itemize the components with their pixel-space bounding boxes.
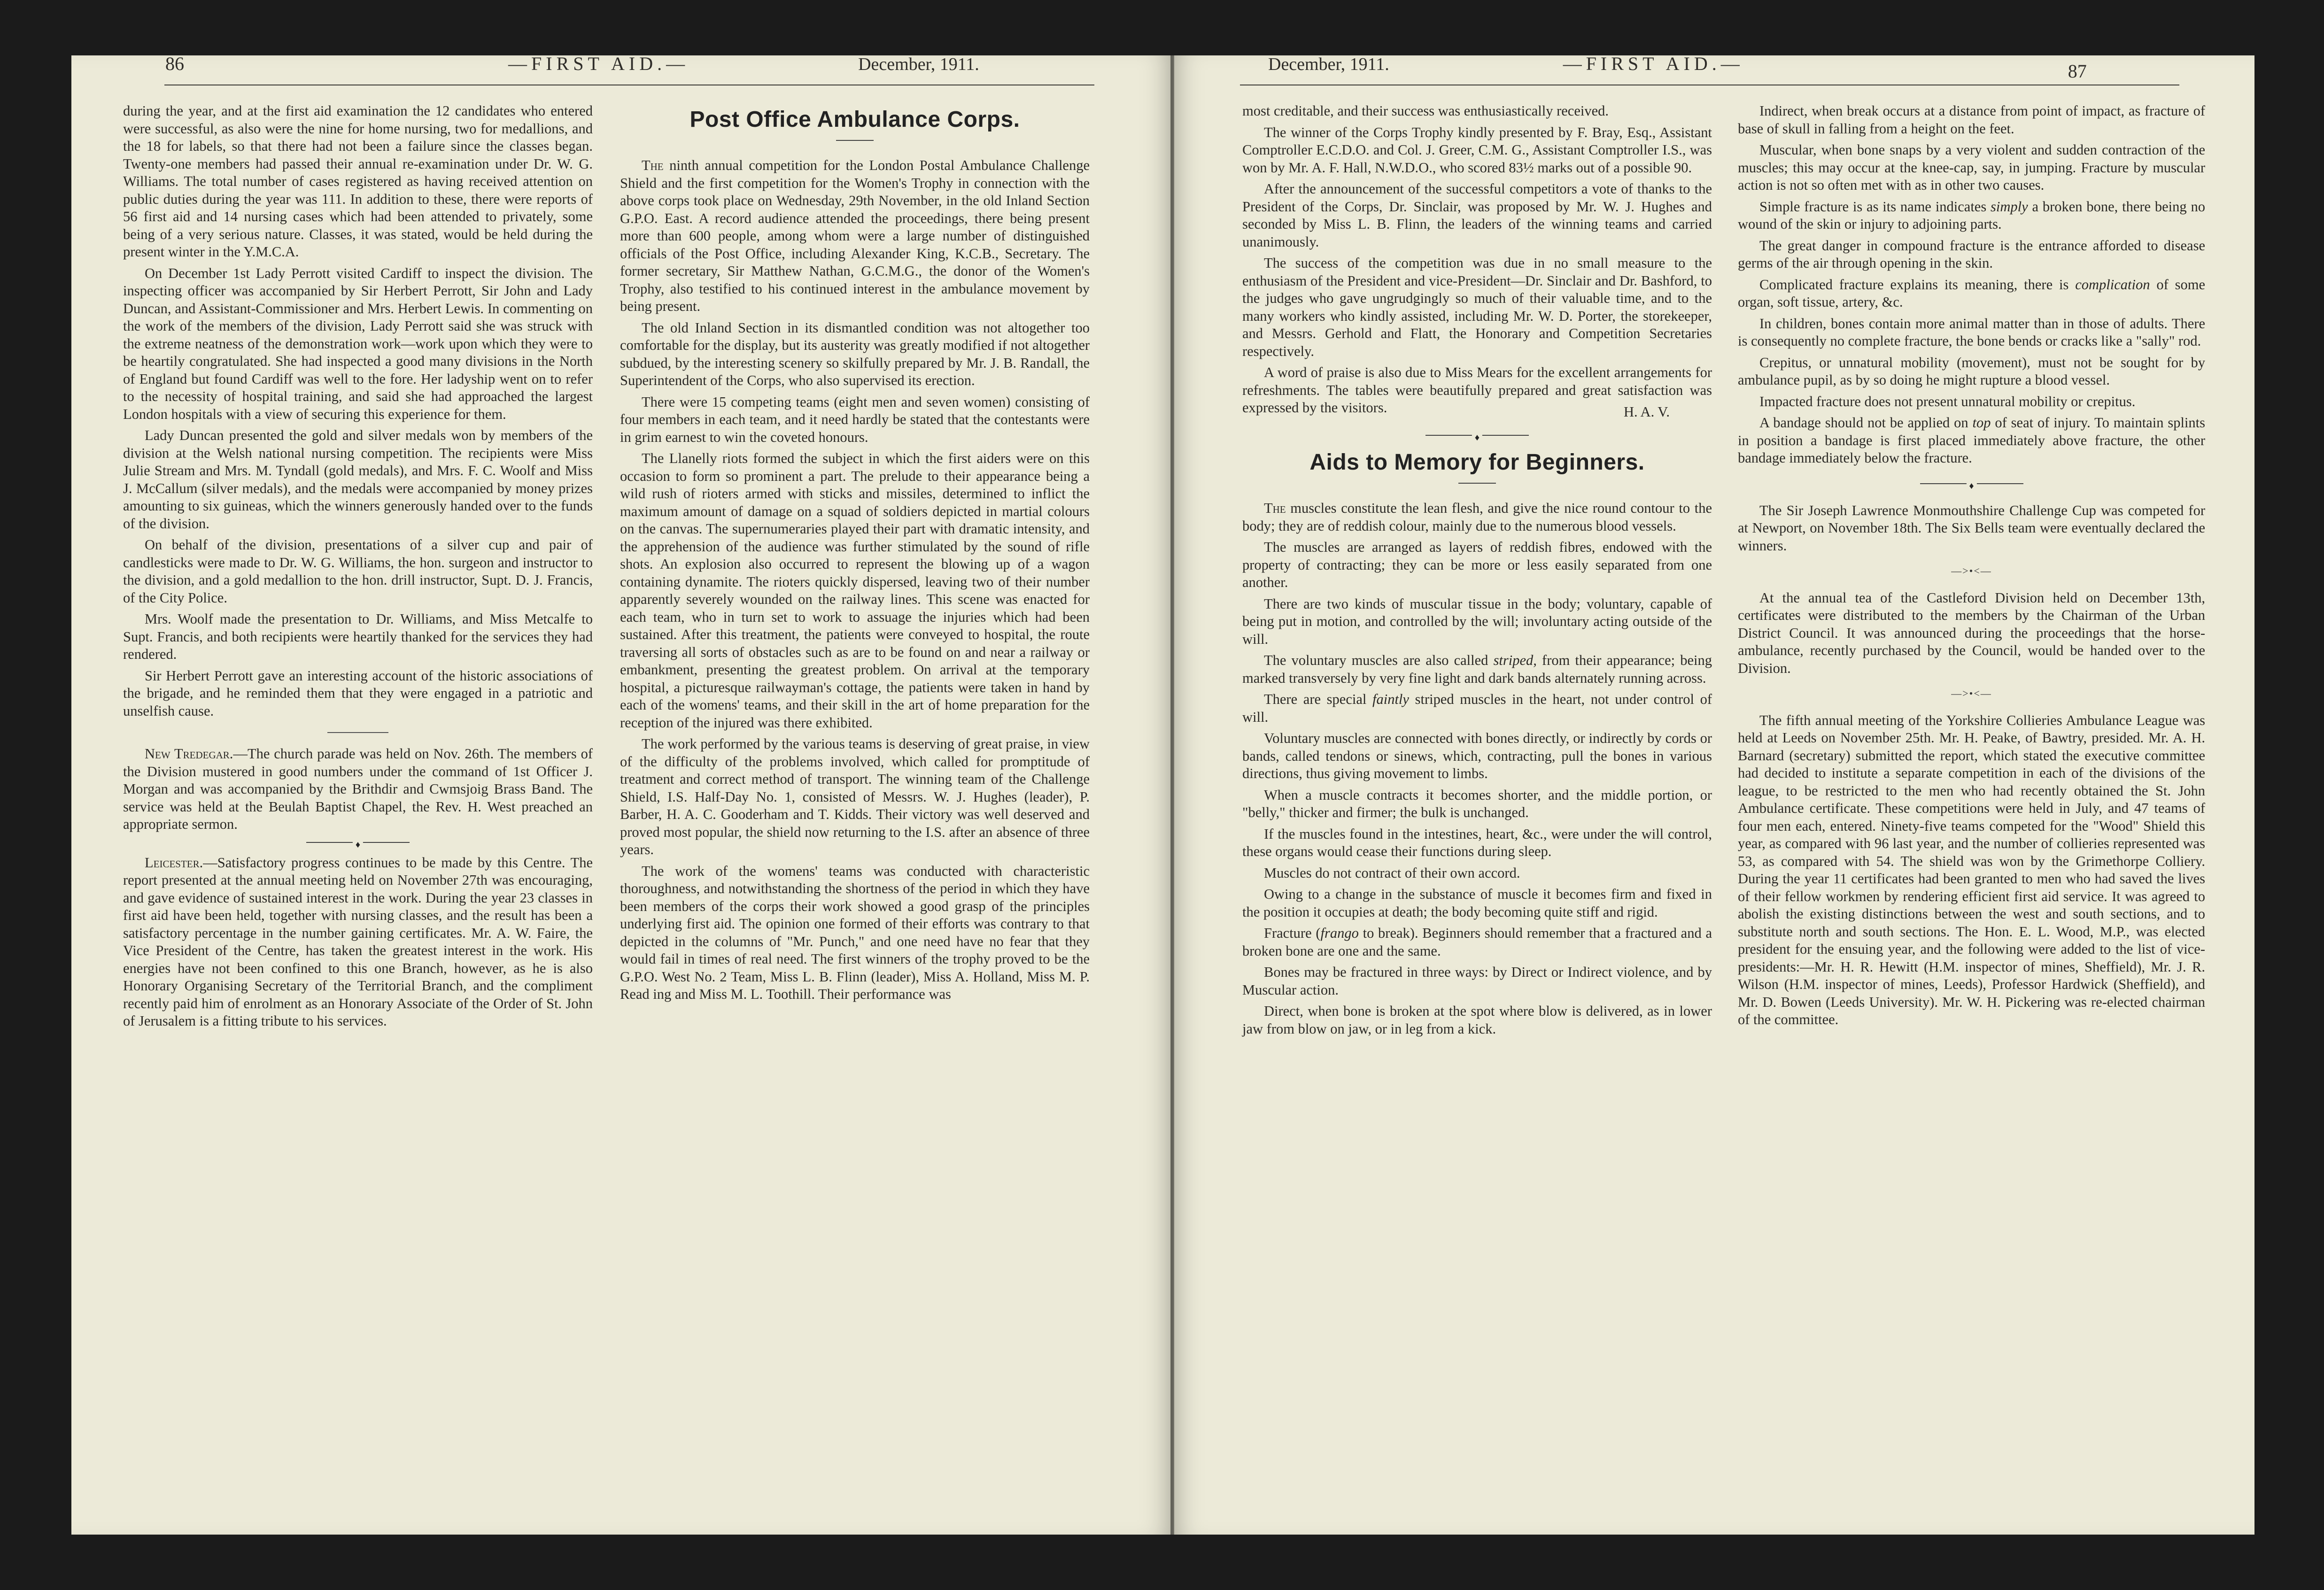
right-column-1 [1242,102,1712,1042]
paragraph: The work of the womens' teams was conducted with characteristic thoroughness, and notwithstanding the shortness of the period in which they have been members of the corps their work showed a good grasp of the principles underlying first aid. The opinion one formed of their efforts was contrary to that depicted in the columns of "Mr. Punch," and one need have no fear that they would fail in times of real need. The first winners of the trophy proved to be the G.P.O. West No. 2 Team, Miss L. B. Flinn (leader), Miss A. Holland, Miss M. P. Read ing and Miss M. L. Toothill. Their performance was [620,863,1090,1002]
ornament-divider: —>•<— [1951,687,1992,699]
text-run: There are special [1264,691,1373,707]
italic-term: complication [2075,276,2150,293]
paragraph: There were 15 competing teams (eight men and seven women) consisting of four members in each team, and it need hardly be stated that the contestants were in grim earnest to win the coveted honours. [620,394,1090,445]
place-lead: Leicester. [145,854,203,871]
text-run: The voluntary muscles are also called [1264,652,1494,668]
paragraph: When a muscle contracts it becomes shorter, and the middle portion, or "belly," thicker and firmer; the bulk is unchanged. [1242,787,1712,820]
italic-term: frango [1320,925,1359,941]
paragraph: Mrs. Woolf made the presentation to Dr. Williams, and Miss Metcalfe to Supt. Francis, and both recipients were heartily thanked for the services they had rendered. [123,611,593,662]
text-run: of seat of injury. To maintain splints in position a bandage is first placed immediately above fracture, the other bandage immediately below the fracture. [1738,415,2205,466]
paragraph: On behalf of the division, presentations of a silver cup and pair of candlesticks were made to Dr. W. G. Williams, the hon. surgeon and instructor to the division, and a gold medallion to the hon. drill instructor, Supt. D. J. Francis, of the City Police. [123,537,593,606]
paragraph: At the annual tea of the Castleford Division held on December 13th, certificates were distributed to the members by the Chairman of the Urban District Council. It was announced during the proceedings that the horse-ambulance, recently purchased by the Council, would be handed over to the Division. [1738,589,2205,676]
paragraph: Direct, when bone is broken at the spot where blow is delivered, as in lower jaw from blow on jaw, or in leg from a kick. [1242,1003,1712,1037]
left-column-2 [620,102,1090,1007]
paragraph: Muscular, when bone snaps by a very violent and sudden contraction of the muscles; this may occur at the knee-cap, say, in jumping. Fracture by muscular action is not so often met with as in other two causes. [1738,142,2205,193]
paragraph: during the year, and at the first aid examination the 12 candidates who entered were successful, as also were the nine for home nursing, two for medallions, and the 18 for labels, so that there had not been a failure since the classes began. Twenty-one members had passed their annual re-examination under Dr. W. G. Williams. The total number of cases registered as having received attention on public duties during the year was 111. In addition to these, there were reports of 56 first aid and 14 nursing cases which had been attended to privately, some being of a very serious nature. Classes, it was stated, would be held during the present winter in the Y.M.C.A. [123,103,593,260]
right-date: December, 1911. [1268,54,1389,74]
text-run: striped muscles in the heart, not under control of will. [1242,691,1712,725]
paragraph-text: ninth annual competition for the London Postal Ambulance Challenge Shield and the first competition for the Women's Trophy in connection with the above corps took place on Wednesday, 29th November, in the old Inland Section G.P.O. East. A record audience attended the proceedings, there being present more than 600 people, among whom were a large number of distinguished officials of the Post Office, including Alexander King, K.C.B., Secretary. The former secretary, Sir Matthew Nathan, G.C.M.G., the donor of the Women's Trophy, also testified to his continued interest in the ambulance movement by being present. [620,157,1090,314]
paragraph-text: muscles constitute the lean flesh, and give the nice round contour to the body; they are of reddish colour, mainly due to the numerous blood vessels. [1242,500,1712,534]
paragraph [620,157,1090,316]
paragraph: Sir Herbert Perrott gave an interesting account of the historic associations of the brigade, and he reminded them that they were engaged in a patriotic and unselfish cause. [123,667,593,719]
paragraph: Owing to a change in the substance of muscle it becomes firm and fixed in the position it occupies at death; the body becoming quite stiff and rigid. [1242,886,1712,920]
text-run: Simple fracture is as its name indicates [1759,198,1991,215]
text-run: of some organ, soft tissue, artery, &c. [1738,276,2205,310]
lead-word: The [642,157,664,173]
text-run: to break). Beginners should remember that a fractured and a broken bone are one and the same. [1242,925,1712,959]
paragraph-text: —Satisfactory progress continues to be made by this Centre. The report presented at the annual meeting held on November 27th was encouraging, and gave evidence of sustained interest in the work. During the year 23 classes in first aid have been held, together with nursing classes, and the result has been a satisfactory percentage in the number gaining certificates. Mr. A. W. Faire, the Vice President of the Centre, has taken the greatest interest in the work. His energies have not been confined to this one Branch, however, as he is also Honorary Organising Secretary of the Territorial Branch, and the compliment recently paid him of enrolment as an Honorary Associate of the Order of St. John of Jerusalem is a fitting tribute to his services. [123,854,593,1029]
paragraph: Crepitus, or unnatural mobility (movement), must not be sought for by ambulance pupil, as by so doing he might rupture a blood vessel. [1738,354,2205,388]
paragraph [1242,652,1712,687]
text-run: Complicated fracture explains its meaning, there is [1759,276,2076,293]
left-publication-title: —FIRST AID.— [508,53,689,74]
text-run: A bandage should not be applied on [1759,415,1973,431]
text-run: from their appearance; being marked transversely by very fine light and dark bands alternately running across. [1242,652,1712,686]
paragraph [1738,276,2205,311]
paragraph: If the muscles found in the intestines, heart, &c., were under the will control, these organs would cease their functions during sleep. [1242,826,1712,859]
paragraph: The work performed by the various teams is deserving of great praise, in view of the difficulty of the problems involved, which called for promptitude of treatment and correct method of transport. The winning team of the Challenge Shield, I.S. Half-Day No. 1, consisted of Messrs. W. J. Hughes (leader), P. Barber, H. A. C. Gooderham and T. Kidds. Their victory was well deserved and proved most popular, the shield now returning to the I.S. after an absence of three years. [620,736,1090,857]
ornament-divider [1425,435,1529,436]
paragraph: The Llanelly riots formed the subject in which the first aiders were on this occasion to form so prominent a part. The prelude to their appearance being a wild rush of rioters armed with sticks and missiles, determined to inflict the maximum amount of damage on a squad of soldiers depicted in martial colours on the canvas. The supernumeraries played their part with dramatic intensity, and the apprehension of the audience was further stimulated by the sound of rifle shots. An explosion also occurred to represent the blowing up of a wagon containing dynamite. The rioters quickly dispersed, leaving two of their number apparently severely wounded on the railway lines. This scene was enacted for each team, who in turn set to work to assuage the injuries which had been sustained. After this treatment, the patients were conveyed to hospital, the route traversing all sorts of obstacles such as are to be found on and near a railway or embankment, presenting the greatest problem. On arrival at the temporary hospital, a picturesque railwayman's cottage, the patients were taken in hand by each of the womens' teams, and their skill in the art of home preparation for the reception of the injured was there exhibited. [620,450,1090,731]
paragraph: The fifth annual meeting of the Yorkshire Collieries Ambulance League was held at Leeds on November 25th. Mr. H. Peake, of Bawtry, presided. Mr. A. H. Barnard (secretary) submitted the report, which stated the executive committee had decided to institute a separate competition in each of the divisions of the league, to be restricted to the men who had recently obtained the St. John Ambulance certificate. These competitions were held in July, and 47 teams of four men each, entered. Ninety-five teams competed for the "Wood" Shield this year, as compared with 96 last year, and the number of collieries represented was 53, as compared with 54. The shield was won by the Grimethorpe Colliery. During the year 11 certificates had been granted to men who had saved the lives of their fellow workmen by rendering efficient first aid service. It was agreed to abolish the existing distinctions between the west and south sections, and to substitute north and south sections. The Hon. E. L. Wood, M.P., was elected president for the ensuing year, and the following were added to the list of vice-presidents:—Mr. H. R. Hewitt (H.M. inspector of mines, Sheffield), Mr. J. R. Wilson (H.M. inspector of mines, Leeds), Professor Hardwick (Sheffield), and Mr. D. Bowen (Leeds University). Mr. W. H. Pickering was re-elected chairman of the committee. [1738,712,2205,1027]
paragraph: After the announcement of the successful competitors a vote of thanks to the President of the Corps, Dr. Sinclair, was proposed by Mr. W. J. Hughes and seconded by Miss L. B. Flinn, the leaders of the winning teams and carried unanimously. [1242,181,1712,250]
paragraph: Lady Duncan presented the gold and silver medals won by members of the division at the Welsh national nursing competition. The recipients were Miss Julie Stream and Mrs. M. Tyndall (gold medals), and Mrs. F. C. Woolf and Miss J. McCallum (silver medals), and the medals were accompanied by money prizes amounting to six guineas, which the winners generously handed over to the funds of the division. [123,427,593,532]
italic-term: striped, [1493,652,1537,668]
paragraph: On December 1st Lady Perrott visited Cardiff to inspect the division. The inspecting officer was accompanied by Sir Herbert Perrott, Sir John and Lady Duncan, and Assistant-Commissioner and Mrs. Herbert Lewis. In commenting on the work of the members of the division, Lady Perrott said she was struck with the extreme neatness of the demonstration work—work upon which they were to be heartily congratulated. She had inspected a good many divisions in the North of England but found Cardiff was well to the fore. Her ladyship went on to refer to the necessity of hospital training, and said she had approached the largest London hospitals with a view of securing this experience for them. [123,265,593,422]
text-run: a broken bone, there being no wound of the skin or injury to adjoining parts. [1738,198,2205,232]
right-publication-title: —FIRST AID.— [1563,53,1744,74]
paragraph: The winner of the Corps Trophy kindly presented by F. Bray, Esq., Assistant Comptroller E.C.D.O. and Col. J. Greer, C.M. G., Assistant Comptroller I.S., was won by Mr. A. F. Hall, N.W.D.O., who scored 83½ marks out of a possible 90. [1242,124,1712,176]
right-column-2 [1738,102,2205,1033]
paragraph: The muscles are arranged as layers of reddish fibres, endowed with the property of contracting; they can be more or less easily separated from one another. [1242,539,1712,590]
paragraph: In children, bones contain more animal matter than in those of adults. There is consequently no complete fracture, the bone bends or cracks like a "sally" rod. [1738,315,2205,349]
right-page-number: 87 [2068,61,2087,82]
paragraph-new-tredegar [123,745,593,834]
ornament-divider [306,842,410,843]
italic-term: top [1972,415,1991,431]
paragraph [1738,198,2205,233]
place-lead: New Tredegar. [145,746,233,762]
paragraph: Muscles do not contract of their own accord. [1264,864,1520,881]
paragraph: The great danger in compound fracture is the entrance afforded to disease germs of the air through opening in the skin. [1738,237,2205,271]
left-date: December, 1911. [858,54,979,74]
headline-rule [1458,483,1496,484]
text-run: Fracture ( [1264,925,1321,941]
article-headline: Post Office Ambulance Corps. [689,107,1020,132]
paragraph [1242,925,1712,960]
italic-term: faintly [1372,691,1409,707]
paragraph: Bones may be fractured in three ways: by Direct or Indirect violence, and by Muscular action. [1242,964,1712,998]
paragraph [1242,691,1712,726]
article-signature: H. A. V. [1623,403,1670,420]
paragraph: The Sir Joseph Lawrence Monmouthshire Challenge Cup was competed for at Newport, on November 18th. The Six Bells team were eventually declared the winners. [1738,502,2205,554]
italic-term: simply [1991,198,2028,215]
article-headline: Aids to Memory for Beginners. [1309,450,1645,475]
paragraph [1738,414,2205,467]
paragraph: The old Inland Section in its dismantled condition was not altogether too comfortable for the display, but its austerity was greatly modified if not altogether subdued, by the interesting scenery so skilfully prepared by Mr. J. B. Randall, the Superintendent of the Corps, who also supervised its erection. [620,319,1090,388]
ornament-divider [1920,483,2023,484]
ornament-divider: —>•<— [1951,565,1992,577]
paragraph: Indirect, when break occurs at a distance from point of impact, as fracture of base of skull in falling from a height on the feet. [1738,103,2205,137]
lead-word: The [1264,500,1286,516]
paragraph: Voluntary muscles are connected with bones directly, or indirectly by cords or bands, called tendons or sinews, which, contracting, pull the bones in various directions, thus giving movement to limbs. [1242,730,1712,781]
headline-rule [836,140,874,141]
paragraph: most creditable, and their success was enthusiastically received. [1242,103,1609,119]
right-running-head [1268,53,2208,81]
paragraph-leicester [123,854,593,1030]
paragraph-text: —The church parade was held on Nov. 26th. The members of the Division mustered in good numbers under the command of 1st Officer J. Morgan and was accompanied by the Brithdir and Cwmsjoig Brass Band. The service was held at the Beulah Baptist Chapel, the Rev. H. West preached an appropriate sermon. [123,746,593,832]
paragraph: A word of praise is also due to Miss Mears for the excellent arrangements for refreshments. The tables were beautifully prepared and great satisfaction was expressed by the visitors. [1242,364,1712,416]
left-column-1 [123,102,593,1034]
paragraph: There are two kinds of muscular tissue in the body; voluntary, capable of being put in motion, and controlled by the will; involuntary acting outside of the will. [1242,595,1712,647]
left-running-head [165,53,1105,81]
paragraph: The success of the competition was due in no small measure to the enthusiasm of the President and vice-President—Dr. Sinclair and Dr. Bashford, to the judges who gave ungrudgingly so much of their valuable time, and to the many workers who kindly assisted, including Mr. W. D. Porter, the storekeeper, and Messrs. Gerhold and Flatt, the Honorary and Competition Secretaries respectively. [1242,255,1712,359]
section-divider [327,732,388,733]
left-page-number: 86 [165,53,184,74]
paragraph: Impacted fracture does not present unnatural mobility or crepitus. [1759,393,2136,409]
paragraph [1242,500,1712,535]
